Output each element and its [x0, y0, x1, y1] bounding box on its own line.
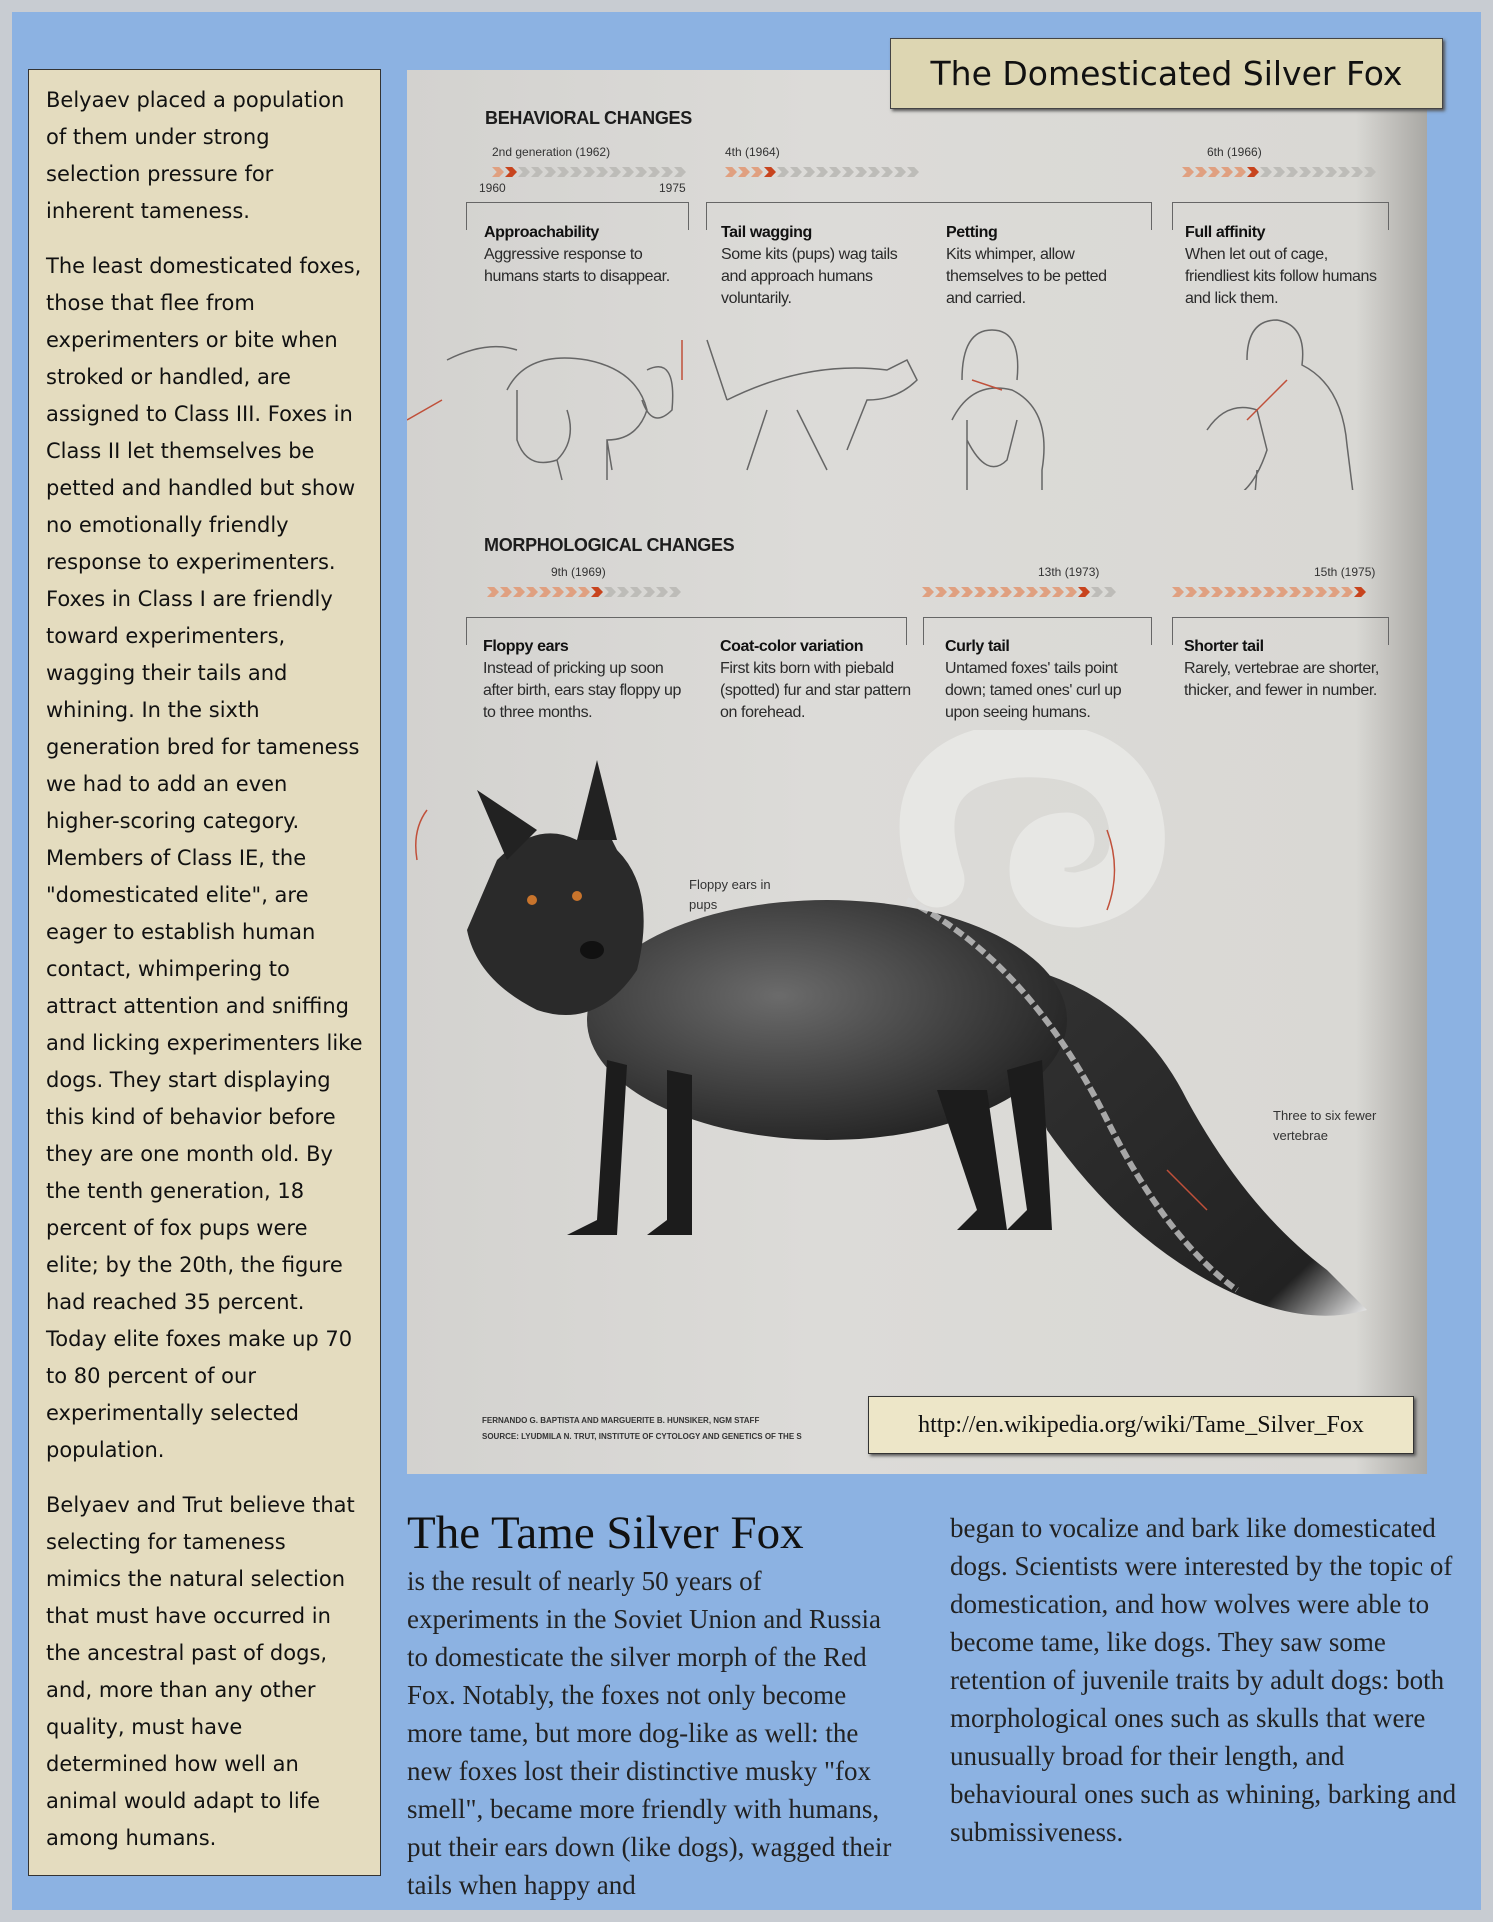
timeline-segment — [738, 167, 750, 177]
item-text: Instead of pricking up soon after birth, ears stay floppy up to three months. — [483, 660, 681, 721]
article-heading: The Tame Silver Fox — [407, 1507, 804, 1559]
item-text: Kits whimper, allow themselves to be petted and carried. — [946, 246, 1107, 307]
timeline-segment — [518, 167, 530, 177]
timeline-segment — [868, 167, 880, 177]
timeline-bar — [1172, 587, 1366, 597]
behavior-item — [484, 222, 684, 288]
item-text: Some kits (pups) wag tails and approach humans voluntarily. — [721, 246, 898, 307]
timeline-segment — [596, 167, 608, 177]
timeline-segment — [1091, 587, 1103, 597]
timeline-segment — [855, 167, 867, 177]
timeline-segment — [974, 587, 986, 597]
timeline-bar — [922, 587, 1116, 597]
timeline-segment — [505, 167, 517, 177]
timeline-segment — [604, 587, 616, 597]
timeline-bar — [487, 587, 681, 597]
timeline-segment — [777, 167, 789, 177]
item-title: Petting — [946, 224, 998, 241]
source-url[interactable]: http://en.wikipedia.org/wiki/Tame_Silver_Fox — [868, 1396, 1414, 1454]
behavior-item — [946, 222, 1126, 310]
timeline-segment — [1065, 587, 1077, 597]
timeline-segment — [648, 167, 660, 177]
timeline-label: 13th (1973) — [1038, 565, 1100, 579]
timeline-bar — [492, 167, 686, 177]
item-text: When let out of cage, friendliest kits follow humans and lick them. — [1185, 246, 1377, 307]
timeline-segment — [674, 167, 686, 177]
timeline-segment — [1013, 587, 1025, 597]
timeline-segment — [1338, 167, 1350, 177]
timeline-segment — [1247, 167, 1259, 177]
timeline-segment — [1325, 167, 1337, 177]
timeline-segment — [1286, 167, 1298, 177]
timeline-segment — [539, 587, 551, 597]
behavior-sketches — [407, 300, 1427, 490]
timeline-segment — [1237, 587, 1249, 597]
item-title: Curly tail — [945, 638, 1010, 655]
item-title: Full affinity — [1185, 224, 1266, 241]
timeline-segment — [609, 167, 621, 177]
timeline-segment — [583, 167, 595, 177]
behavior-item — [1185, 222, 1385, 310]
timeline-segment — [790, 167, 802, 177]
timeline-segment — [1299, 167, 1311, 177]
credit-line: FERNANDO G. BAPTISTA AND MARGUERITE B. HUNSIKER, NGM STAFF — [482, 1416, 760, 1425]
timeline-segment — [1328, 587, 1340, 597]
timeline-segment — [894, 167, 906, 177]
timeline-segment — [842, 167, 854, 177]
timeline-segment — [1312, 167, 1324, 177]
timeline-segment — [1364, 167, 1376, 177]
timeline-segment — [1000, 587, 1012, 597]
timeline-segment — [1221, 167, 1233, 177]
timeline-segment — [513, 587, 525, 597]
timeline-segment — [635, 167, 647, 177]
timeline-segment — [1211, 587, 1223, 597]
timeline-segment — [1260, 167, 1272, 177]
timeline-segment — [1052, 587, 1064, 597]
timeline-segment — [661, 167, 673, 177]
item-title: Coat-color variation — [720, 638, 864, 655]
timeline-segment — [922, 587, 934, 597]
article-text: is the result of nearly 50 years of experiments in the Soviet Union and Russia to domesticate the silver morph of the Red Fox. Notably, the foxes not only become more tame, but more dog-like as well: the new foxes lost their distinctive musky "fox smell", became more friendly with humans, put their ears down (like dogs), wagged their tails when happy and — [407, 1566, 892, 1900]
timeline-segment — [1234, 167, 1246, 177]
sidebar-textbox — [28, 69, 381, 1876]
timeline-segment — [1354, 587, 1366, 597]
timeline-segment — [1250, 587, 1262, 597]
timeline-segment — [622, 167, 634, 177]
timeline-segment — [907, 167, 919, 177]
timeline-segment — [1224, 587, 1236, 597]
timeline-segment — [948, 587, 960, 597]
timeline-label: 4th (1964) — [725, 145, 780, 159]
timeline-segment — [544, 167, 556, 177]
timeline-segment — [526, 587, 538, 597]
timeline-segment — [1351, 167, 1363, 177]
item-title: Tail wagging — [721, 224, 812, 241]
timeline-segment — [1104, 587, 1116, 597]
article-column-2: began to vocalize and bark like domesticated dogs. Scientists were interested by the topic of domestication, and how wolves were able to become tame, like dogs. They saw some retention of juvenile traits by adult dogs: both morphological ones such as skulls that were unusually broad for their length, and behavioural ones such as whining, barking and submissiveness. — [950, 1513, 1457, 1847]
timeline-segment — [1195, 167, 1207, 177]
timeline-label: 9th (1969) — [551, 565, 606, 579]
timeline-segment — [552, 587, 564, 597]
timeline-segment — [816, 167, 828, 177]
timeline-segment — [669, 587, 681, 597]
timeline-segment — [1315, 587, 1327, 597]
timeline-bar — [1182, 167, 1376, 177]
sidebar-paragraph: The least domesticated foxes, those that flee from experimenters or bite when stroked or handled, are assigned to Class III. Foxes in Class II let themselves be petted and handled but show no emotionally friendly response to experimenters. Foxes in Class I are friendly toward experimenters, wagging their tails and whining. In the sixth generation bred for tameness we had to add an even higher-scoring category. Members of Class IE, the "domesticated elite", are eager to establish human contact, whimpering to attract attention and sniffing and licking experimenters like dogs. They start displaying this kind of behavior before they are one month old. By the tenth generation, 18 percent of fox pups were elite; by the 20th, the figure had reached 35 percent. Today elite foxes make up 70 to 80 percent of our experimentally selected population. — [46, 254, 363, 1462]
timeline-segment — [1289, 587, 1301, 597]
timeline-segment — [557, 167, 569, 177]
sidebar-paragraph: Belyaev placed a population of them under strong selection pressure for inherent tameness. — [46, 88, 345, 223]
item-text: Aggressive response to humans starts to disappear. — [484, 246, 670, 285]
timeline-segment — [1341, 587, 1353, 597]
timeline-segment — [1185, 587, 1197, 597]
behavioral-heading: BEHAVIORAL CHANGES — [485, 108, 692, 128]
timeline-segment — [1182, 167, 1194, 177]
timeline-segment — [1198, 587, 1210, 597]
morphology-item — [1184, 636, 1384, 702]
timeline-end-label: 1975 — [659, 181, 686, 195]
timeline-bar — [725, 167, 919, 177]
morphology-item — [720, 636, 920, 724]
timeline-label: 15th (1975) — [1314, 565, 1376, 579]
vertebrae-annotation: Three to six fewer vertebrae — [1273, 1108, 1377, 1143]
timeline-segment — [829, 167, 841, 177]
timeline-segment — [961, 587, 973, 597]
sidebar-paragraph: Belyaev and Trut believe that selecting for tameness mimics the natural selection that must have occurred in the ancestral past of dogs, and, more than any other quality, must have determined how well an animal would adapt to life among humans. — [46, 1493, 355, 1850]
timeline-segment — [565, 587, 577, 597]
timeline-segment — [725, 167, 737, 177]
credit-line: SOURCE: LYUDMILA N. TRUT, INSTITUTE OF CYTOLOGY AND GENETICS OF THE S — [482, 1432, 802, 1441]
timeline-start-label: 1960 — [479, 181, 506, 195]
page-title: The Domesticated Silver Fox — [890, 38, 1443, 109]
timeline-segment — [1263, 587, 1275, 597]
timeline-segment — [492, 167, 504, 177]
timeline-segment — [935, 587, 947, 597]
timeline-segment — [1208, 167, 1220, 177]
morphology-item — [945, 636, 1150, 724]
timeline-segment — [1302, 587, 1314, 597]
timeline-segment — [643, 587, 655, 597]
item-title: Shorter tail — [1184, 638, 1264, 655]
timeline-segment — [751, 167, 763, 177]
behavior-item — [721, 222, 901, 310]
timeline-segment — [987, 587, 999, 597]
timeline-segment — [881, 167, 893, 177]
timeline-segment — [500, 587, 512, 597]
morphological-heading: MORPHOLOGICAL CHANGES — [484, 535, 735, 555]
timeline-segment — [1276, 587, 1288, 597]
article-column-1 — [407, 1504, 897, 1904]
timeline-segment — [591, 587, 603, 597]
timeline-segment — [803, 167, 815, 177]
timeline-segment — [1273, 167, 1285, 177]
item-title: Approachability — [484, 224, 599, 241]
timeline-segment — [1026, 587, 1038, 597]
item-text: Untamed foxes' tails point down; tamed ones' curl up upon seeing humans. — [945, 660, 1122, 721]
item-text: Rarely, vertebrae are shorter, thicker, and fewer in number. — [1184, 660, 1379, 699]
timeline-segment — [764, 167, 776, 177]
timeline-segment — [630, 587, 642, 597]
timeline-segment — [487, 587, 499, 597]
timeline-segment — [656, 587, 668, 597]
infographic-image — [407, 70, 1427, 1474]
timeline-segment — [1172, 587, 1184, 597]
timeline-label: 2nd generation (1962) — [492, 145, 611, 159]
page — [12, 12, 1481, 1910]
timeline-segment — [578, 587, 590, 597]
timeline-segment — [570, 167, 582, 177]
timeline-segment — [531, 167, 543, 177]
timeline-segment — [617, 587, 629, 597]
morphology-item — [483, 636, 693, 724]
timeline-label: 6th (1966) — [1207, 145, 1262, 159]
item-title: Floppy ears — [483, 638, 569, 655]
ears-annotation: Floppy ears in pups — [689, 877, 771, 912]
silver-fox-illustration — [407, 730, 1427, 1410]
timeline-segment — [1078, 587, 1090, 597]
timeline-segment — [1039, 587, 1051, 597]
item-text: First kits born with piebald (spotted) fur and star pattern on forehead. — [720, 660, 911, 721]
